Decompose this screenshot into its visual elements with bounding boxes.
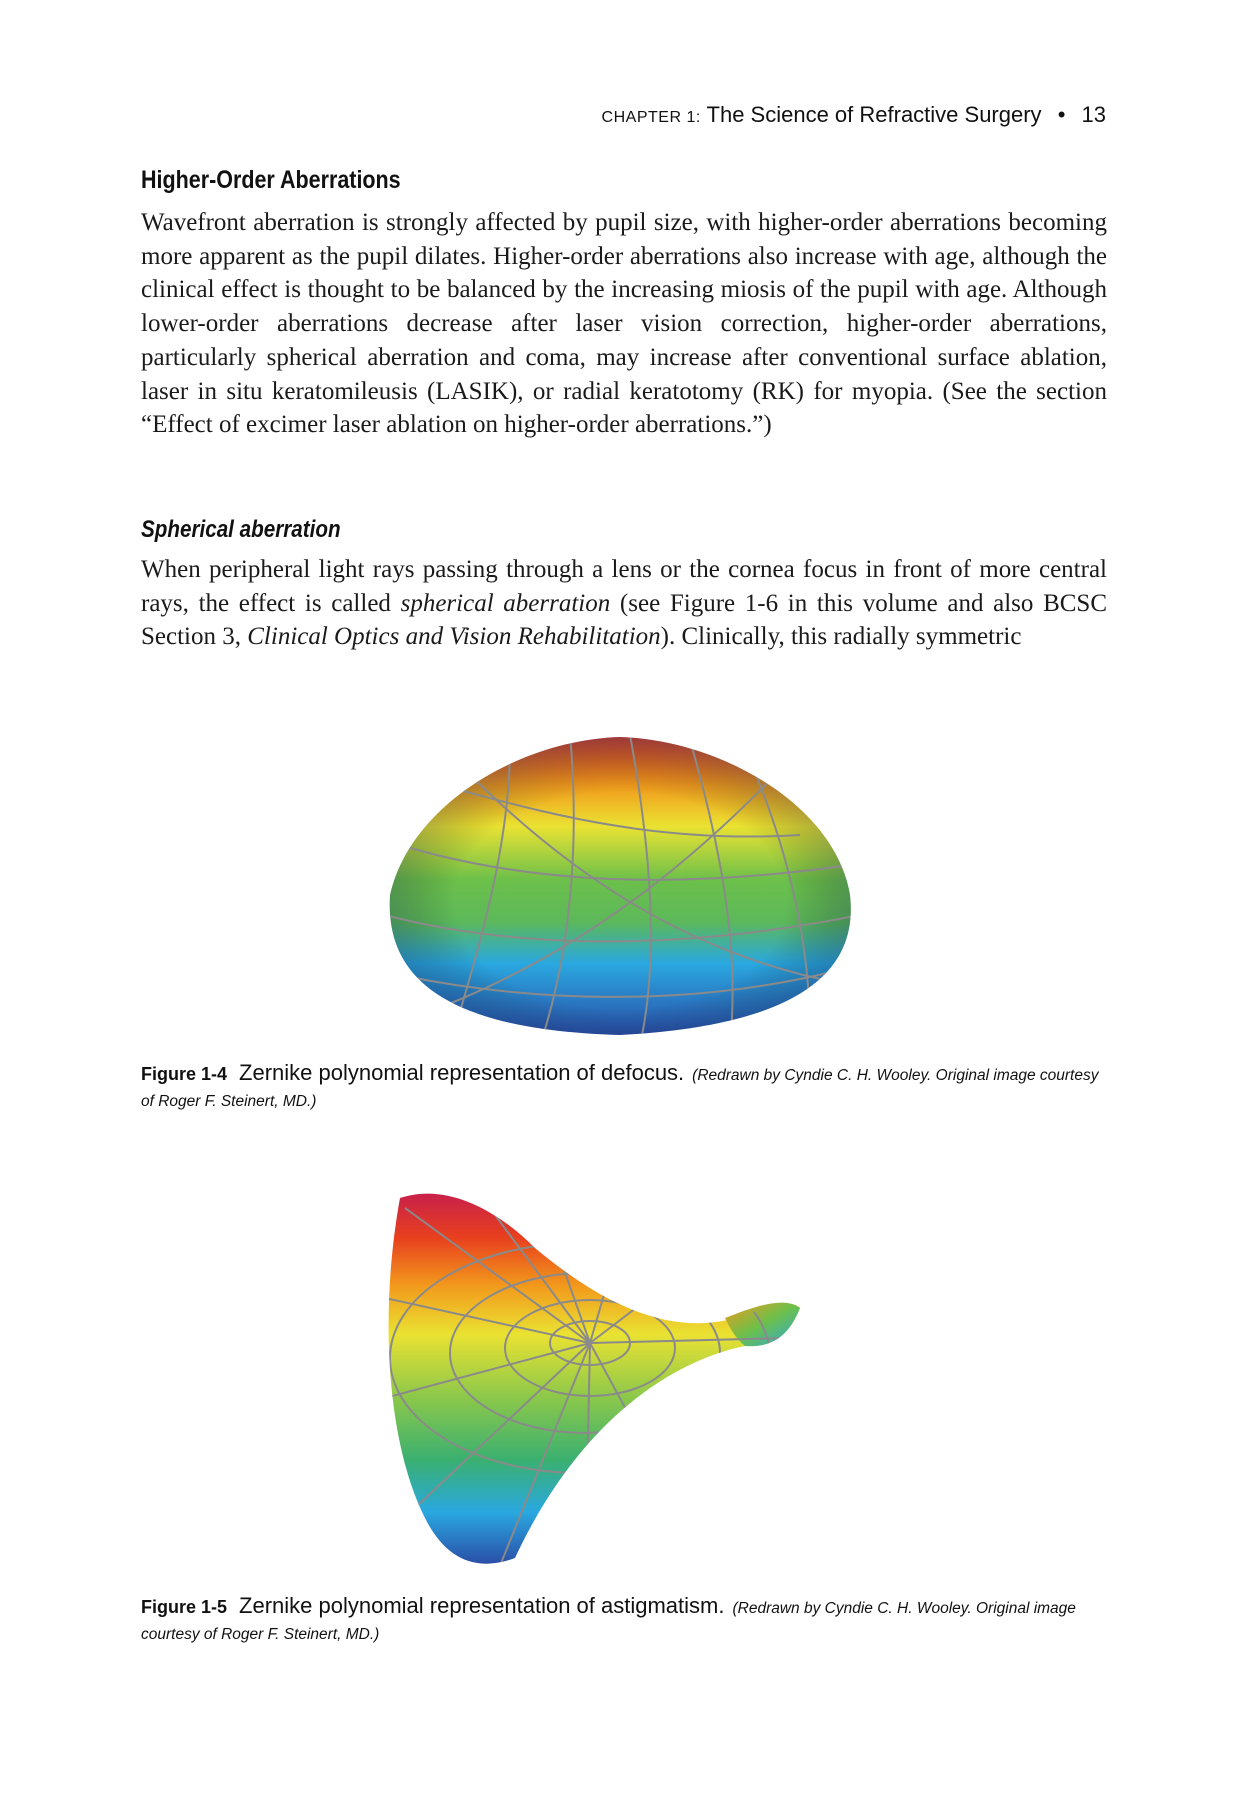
- running-head: [602, 102, 1106, 128]
- figure-1-5-label: Figure 1-5: [141, 1597, 228, 1617]
- page-number: 13: [1081, 102, 1106, 127]
- figure-1-5-description: Zernike polynomial representation of astigmatism.: [239, 1593, 725, 1618]
- bullet-separator: •: [1057, 102, 1066, 127]
- para2-emphasis-2: Clinical Optics and Vision Rehabilitation: [247, 623, 661, 651]
- figure-1-4-credit: (Redrawn by Cyndie C. H. Wooley. Original image courtesy of Roger F. Steinert, MD.): [141, 1067, 1099, 1110]
- body-paragraph-1: Wavefront aberration is strongly affected by pupil size, with higher-order aberrations becoming more apparent as the pupil dilates. Higher-order aberrations also increase with age, although the clinical effect is thought to be balanced by the increasing miosis of the pupil with age. Although lower-order aberrations decrease after laser vision correction, higher-order aberrations, particularly spherical aberration and coma, may increase after conventional surface ablation, laser in situ keratomileusis (LASIK), or radial keratotomy (RK) for myopia. (See the section “Effect of excimer laser ablation on higher-order aberrations.”): [141, 209, 1107, 439]
- chapter-title: The Science of Refractive Surgery: [706, 102, 1042, 127]
- body-paragraph-2: [141, 553, 1107, 654]
- para2-text-3: ). Clinically, this radially symmetric: [660, 623, 1022, 651]
- figure-1-4-label: Figure 1-4: [141, 1064, 228, 1084]
- figure-1-4-caption: [141, 1060, 1107, 1115]
- astigmatism-surface-figure: [385, 1188, 865, 1578]
- subsection-heading: Spherical aberration: [141, 516, 341, 543]
- chapter-label: CHAPTER 1:: [601, 109, 701, 126]
- para2-emphasis-1: spherical aberration: [400, 589, 611, 617]
- para2-text-2: (see Figure 1-6 in this volume and also BCSC Section 3,: [141, 589, 1107, 651]
- defocus-surface-figure: [380, 725, 860, 1050]
- figure-1-5-caption: [141, 1593, 1107, 1648]
- figure-1-4-description: Zernike polynomial representation of defocus.: [239, 1060, 685, 1085]
- section-heading: Higher-Order Aberrations: [141, 166, 401, 194]
- para2-text-1: When peripheral light rays passing through a lens or the cornea focus in front of more central rays, the effect is called: [141, 556, 1107, 617]
- figure-1-5-credit: (Redrawn by Cyndie C. H. Wooley. Original image courtesy of Roger F. Steinert, MD.): [141, 1600, 1076, 1643]
